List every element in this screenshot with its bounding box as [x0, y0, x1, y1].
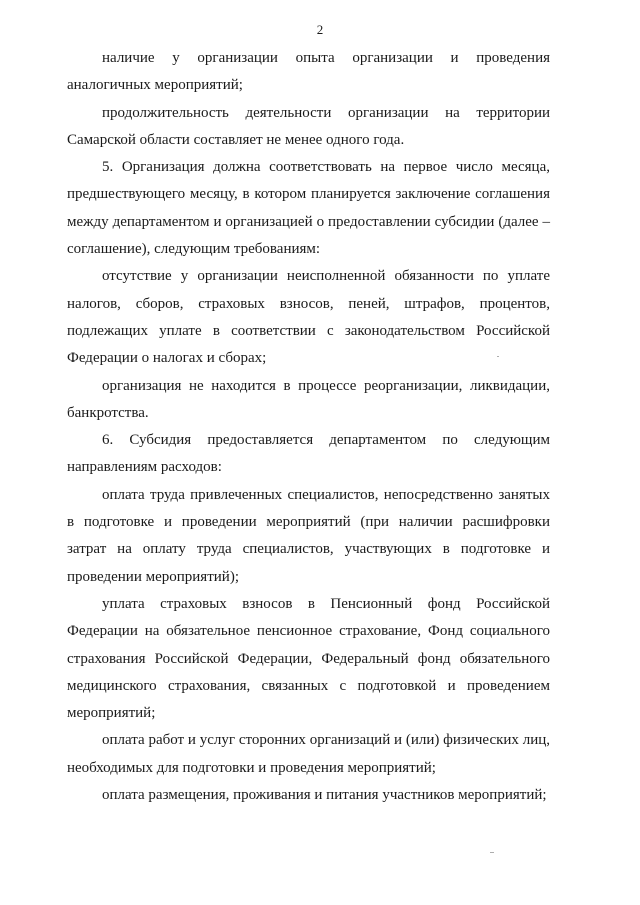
- paragraph-labor-payment: оплата труда привлеченных специалистов, непосредственно занятых в подготовке и проведении мероприятий (при наличии расшифровки затрат на оплату труда специалистов, участвующих в подготовке и проведении мероприятий);: [67, 486, 550, 585]
- paragraph-subsidy-directions: 6. Субсидия предоставляется департаментом по следующим направлениям расходов:: [67, 432, 550, 476]
- paragraph-no-tax-debt: отсутствие у организации неисполненной обязанности по уплате налогов, сборов, страховых взносов, пеней, штрафов, процентов, подлежащих уплате в соответствии с законодательством Российской Федерации о налогах и сборах;: [67, 268, 550, 367]
- page-number: 2: [316, 22, 324, 37]
- paragraph-duration: продолжительность деятельности организации на территории Самарской области составляет не менее одного года.: [67, 104, 550, 148]
- paragraph-experience: наличие у организации опыта организации и проведения аналогичных мероприятий;: [67, 50, 550, 94]
- paragraph-insurance-contributions: уплата страховых взносов в Пенсионный фонд Российской Федерации на обязательное пенсионное страхование, Фонд социального страхования Российской Федерации, Федеральный фонд обязательного медицинского страхования, связанных с подготовкой и проведением мероприятий;: [67, 595, 550, 722]
- paragraph-accommodation: оплата размещения, проживания и питания участников мероприятий;: [102, 787, 547, 804]
- paragraph-no-reorganization: организация не находится в процессе реорганизации, ликвидации, банкротства.: [67, 377, 550, 421]
- scan-speck: [490, 852, 494, 853]
- paragraph-requirements: 5. Организация должна соответствовать на первое число месяца, предшествующего месяцу, в котором планируется заключение соглашения между департаментом и организацией о предоставлении субсидии (далее – соглашение), следующим требованиям:: [67, 159, 550, 258]
- scan-speck: [497, 356, 499, 357]
- paragraph-third-party-services: оплата работ и услуг сторонних организаций и (или) физических лиц, необходимых для подготовки и проведения мероприятий;: [67, 732, 550, 776]
- document-body: [67, 45, 550, 809]
